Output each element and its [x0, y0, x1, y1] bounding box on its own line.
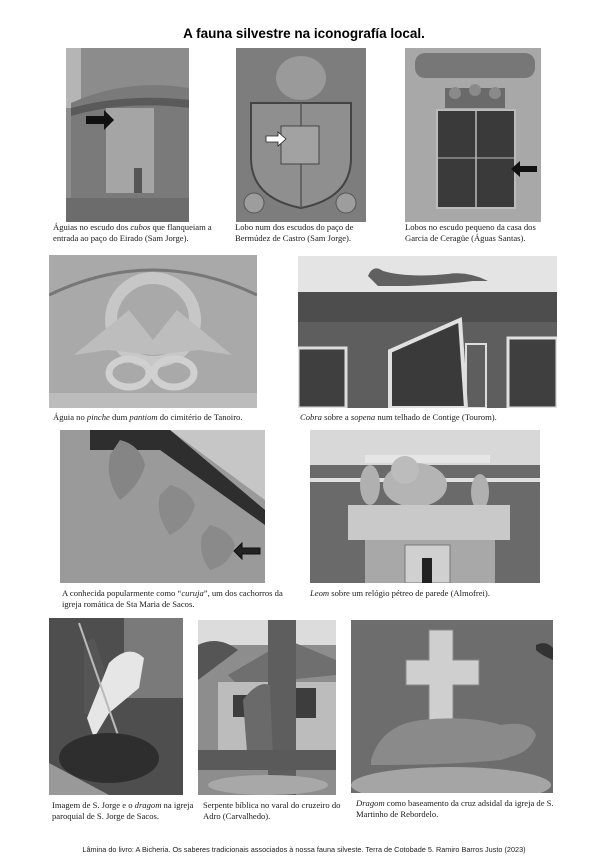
caption-9: Serpente bíblica no varal do cruzeiro do Adro (Carvalhedo).: [203, 800, 341, 821]
photo-almofrei-lion: [310, 430, 540, 583]
photo-contige-snake: [298, 256, 557, 408]
photo-sacos-corbels: [60, 430, 265, 583]
caption-7: Leom sobre um relógio pétreo de parede (Almofrei).: [310, 588, 490, 598]
photo-bermudez-shield: [236, 48, 366, 222]
photo-ceragüe-shield: [405, 48, 541, 222]
caption-5: Cobra sobre a sopena num telhado de Contige (Tourom).: [300, 412, 497, 422]
caption-2: Lobo num dos escudos do paço de Bermúdez de Castro (Sam Jorge).: [235, 222, 354, 243]
photo-rebordelo-dragon-cross: [351, 620, 553, 793]
caption-4: Águia no pinche dum pantiom do cimitério de Tanoiro.: [53, 412, 243, 422]
photo-sacos-st-george: [49, 618, 183, 795]
caption-3: Lobos no escudo pequeno da casa dos Garcia de Ceragüe (Águas Santas).: [405, 222, 536, 243]
caption-6: A conhecida popularmente como “curuja”, um dos cachorros da igreja romática de Sta Maria de Sacos.: [62, 588, 283, 609]
photo-tanoiro-eagle: [49, 255, 257, 408]
caption-10: Dragom como baseamento da cruz adsidal da igreja de S. Martinho de Rebordelo.: [356, 798, 554, 819]
caption-1: Águias no escudo dos cubos que flanqueiam a entrada ao paço do Eirado (Sam Jorge).: [53, 222, 212, 243]
photo-eirado-tower: [66, 48, 189, 222]
page-title: A fauna silvestre na iconografía local.: [183, 26, 425, 41]
photo-carvalhedo-cross: [198, 620, 336, 795]
caption-8: Imagem de S. Jorge e o dragom na igreja paroquial de S. Jorge de Sacos.: [52, 800, 194, 821]
page-footer: Lâmina do livro: A Bicheria. Os saberes tradicionais associados à nossa fauna silveste. Terra de Cotobade 5. Ramiro Barros Justo (2023): [82, 845, 526, 854]
